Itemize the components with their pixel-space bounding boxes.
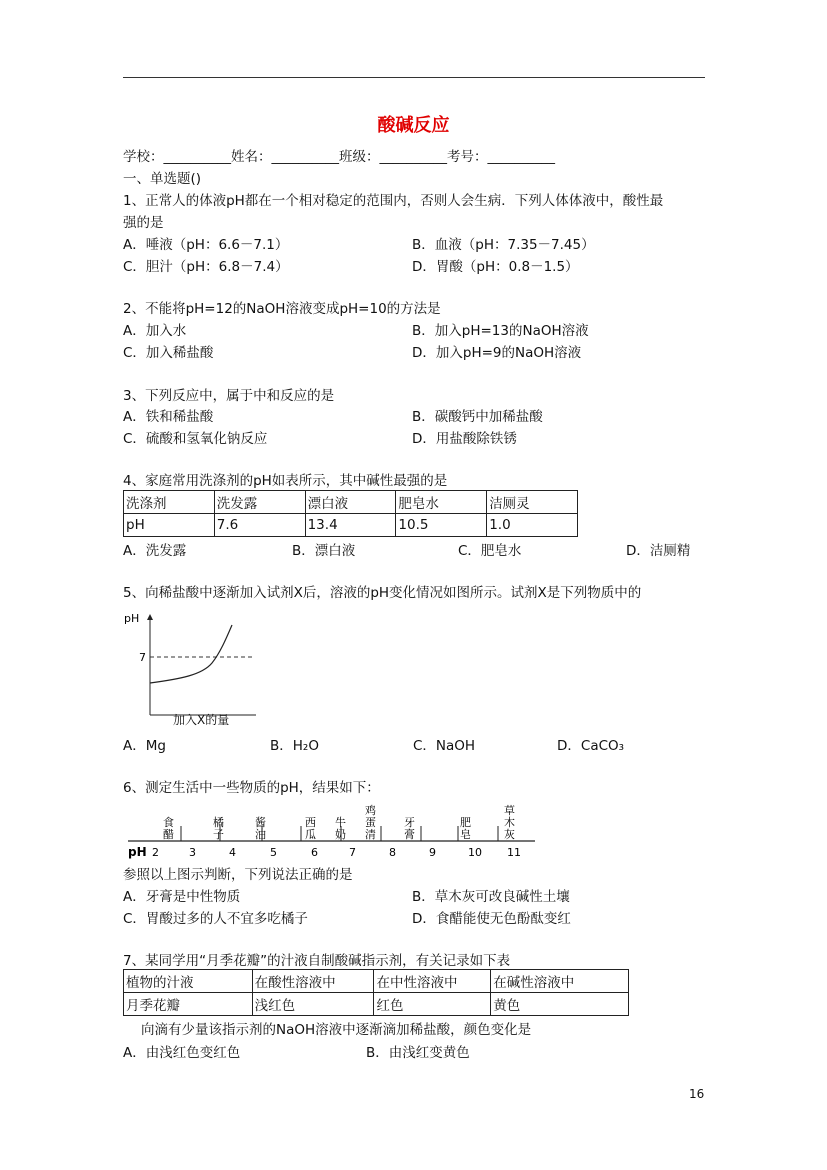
q4-option-a: A．洗发露 <box>123 543 187 559</box>
ph-scale-label: pH <box>128 845 147 859</box>
table-cell: 13.4 <box>305 514 396 537</box>
q5-ph-graph <box>120 605 260 727</box>
ph-item-label: 鸡 <box>365 804 376 817</box>
q2-option-a: A．加入水 <box>123 323 187 339</box>
page-number: 16 <box>689 1087 705 1101</box>
graph-ph-curve <box>150 625 232 683</box>
q6-option-c: C．胃酸过多的人不宜多吃橘子 <box>123 911 308 927</box>
ph-tick-label: 7 <box>349 846 356 859</box>
q6-option-a: A．牙膏是中性物质 <box>123 889 241 905</box>
ph-item-label: 草 <box>504 804 515 817</box>
ph-item-label: 奶 <box>335 828 346 841</box>
ph-tick-label: 8 <box>389 846 396 859</box>
q4-stem: 4、家庭常用洗涤剂的pH如表所示，其中碱性最强的是 <box>123 473 448 489</box>
table-row <box>124 491 578 514</box>
q2-option-d: D．加入pH=9的NaOH溶液 <box>412 345 582 361</box>
table-cell: 在中性溶液中 <box>374 970 491 993</box>
table-cell: 洁厕灵 <box>487 491 578 514</box>
ph-item-label: 木 <box>504 816 515 829</box>
q1-option-a: A．唾液（pH：6.6－7.1） <box>123 237 289 253</box>
q2-option-c: C．加入稀盐酸 <box>123 345 214 361</box>
ph-item-label: 油 <box>255 828 266 841</box>
q6-stem2: 参照以上图示判断，下列说法正确的是 <box>123 867 353 883</box>
table-cell: 在酸性溶液中 <box>252 970 374 993</box>
ph-item-label: 食 <box>163 816 174 829</box>
ph-item-label: 膏 <box>404 828 415 841</box>
q4-option-b: B．漂白液 <box>292 543 356 559</box>
q4-detergent-table <box>123 490 578 537</box>
q5-option-c: C．NaOH <box>413 738 476 754</box>
ph-tick-label: 6 <box>311 846 318 859</box>
header-rule <box>123 77 705 78</box>
q5-option-b: B．H₂O <box>270 738 319 754</box>
ph-tick-label: 11 <box>507 846 521 859</box>
table-cell: 在碱性溶液中 <box>491 970 629 993</box>
q2-option-b: B．加入pH=13的NaOH溶液 <box>412 323 589 339</box>
q5-stem: 5、向稀盐酸中逐渐加入试剂X后，溶液的pH变化情况如图所示。试剂X是下列物质中的 <box>123 585 642 601</box>
q7-stem: 7、某同学用“月季花瓣”的汁液自制酸碱指示剂，有关记录如下表 <box>123 953 511 969</box>
table-row <box>124 514 578 537</box>
q6-option-d: D．食醋能使无色酚酞变红 <box>412 911 571 927</box>
table-cell: pH <box>124 514 215 537</box>
table-cell: 浅红色 <box>252 993 374 1016</box>
table-cell: 黄色 <box>491 993 629 1016</box>
q4-option-c: C．肥皂水 <box>458 543 522 559</box>
table-cell: 10.5 <box>396 514 487 537</box>
q3-option-a: A．铁和稀盐酸 <box>123 409 214 425</box>
graph-y-label: pH <box>124 612 140 625</box>
q7-option-b: B．由浅红变黄色 <box>366 1045 470 1061</box>
q1-stem-line1: 1、正常人的体液pH都在一个相对稳定的范围内，否则人会生病．下列人体体液中，酸性最 <box>123 193 664 209</box>
ph-item-label: 肥 <box>460 816 471 829</box>
q7-option-a: A．由浅红色变红色 <box>123 1045 241 1061</box>
q6-stem: 6、测定生活中一些物质的pH，结果如下： <box>123 780 380 796</box>
q2-stem: 2、不能将pH=12的NaOH溶液变成pH=10的方法是 <box>123 301 441 317</box>
ph-item-label: 醋 <box>163 828 174 841</box>
ph-tick-label: 4 <box>229 846 236 859</box>
page-title: 酸碱反应 <box>377 115 450 136</box>
ph-item-label: 橘 <box>213 816 224 829</box>
table-cell: 洗涤剂 <box>124 491 215 514</box>
q1-option-c: C．胆汁（pH：6.8－7.4） <box>123 259 289 275</box>
section-heading: 一、单选题() <box>123 171 202 187</box>
table-cell: 植物的汁液 <box>124 970 253 993</box>
q6-ph-scale <box>123 796 543 862</box>
table-row <box>124 993 629 1016</box>
table-cell: 月季花瓣 <box>124 993 253 1016</box>
q4-option-d: D．洁厕精 <box>626 543 691 559</box>
ph-tick-label: 3 <box>189 846 196 859</box>
table-row <box>124 970 629 993</box>
ph-item-label: 西 <box>305 816 316 829</box>
ph-item-label: 蛋 <box>365 816 376 829</box>
q3-option-b: B．碳酸钙中加稀盐酸 <box>412 409 543 425</box>
q5-option-a: A．Mg <box>123 738 166 754</box>
table-cell: 肥皂水 <box>396 491 487 514</box>
q1-option-d: D．胃酸（pH：0.8－1.5） <box>412 259 579 275</box>
ph-item-label: 灰 <box>504 828 515 841</box>
table-cell: 7.6 <box>214 514 305 537</box>
ph-item-label: 牛 <box>335 816 346 829</box>
student-info-line: 学校：__________姓名：__________班级：__________考号：__________ <box>123 149 555 165</box>
q1-option-b: B．血液（pH：7.35－7.45） <box>412 237 595 253</box>
table-cell: 红色 <box>374 993 491 1016</box>
q7-stem2: 向滴有少量该指示剂的NaOH溶液中逐渐滴加稀盐酸，颜色变化是 <box>141 1022 532 1038</box>
q3-option-d: D．用盐酸除铁锈 <box>412 431 517 447</box>
q5-option-d: D．CaCO₃ <box>557 738 625 754</box>
ph-tick-label: 10 <box>468 846 482 859</box>
ph-tick-label: 9 <box>429 846 436 859</box>
ph-item-label: 瓜 <box>305 828 316 841</box>
table-cell: 1.0 <box>487 514 578 537</box>
table-cell: 洗发露 <box>214 491 305 514</box>
ph-item-label: 清 <box>365 828 376 841</box>
ph-tick-label: 2 <box>152 846 159 859</box>
q3-stem: 3、下列反应中，属于中和反应的是 <box>123 388 335 404</box>
ph-item-label: 子 <box>213 828 224 841</box>
q7-indicator-table <box>123 969 629 1016</box>
graph-x-label: 加入X的量 <box>173 713 230 727</box>
ph-item-label: 牙 <box>404 816 415 829</box>
table-cell: 漂白液 <box>305 491 396 514</box>
q3-option-c: C．硫酸和氢氧化钠反应 <box>123 431 268 447</box>
ph-tick-label: 5 <box>270 846 277 859</box>
ph-item-label: 皂 <box>460 828 471 841</box>
graph-y7-label: 7 <box>139 651 146 664</box>
q1-stem-line2: 强的是 <box>123 215 164 231</box>
q6-option-b: B．草木灰可改良碱性土壤 <box>412 889 570 905</box>
ph-item-label: 酱 <box>255 816 266 829</box>
